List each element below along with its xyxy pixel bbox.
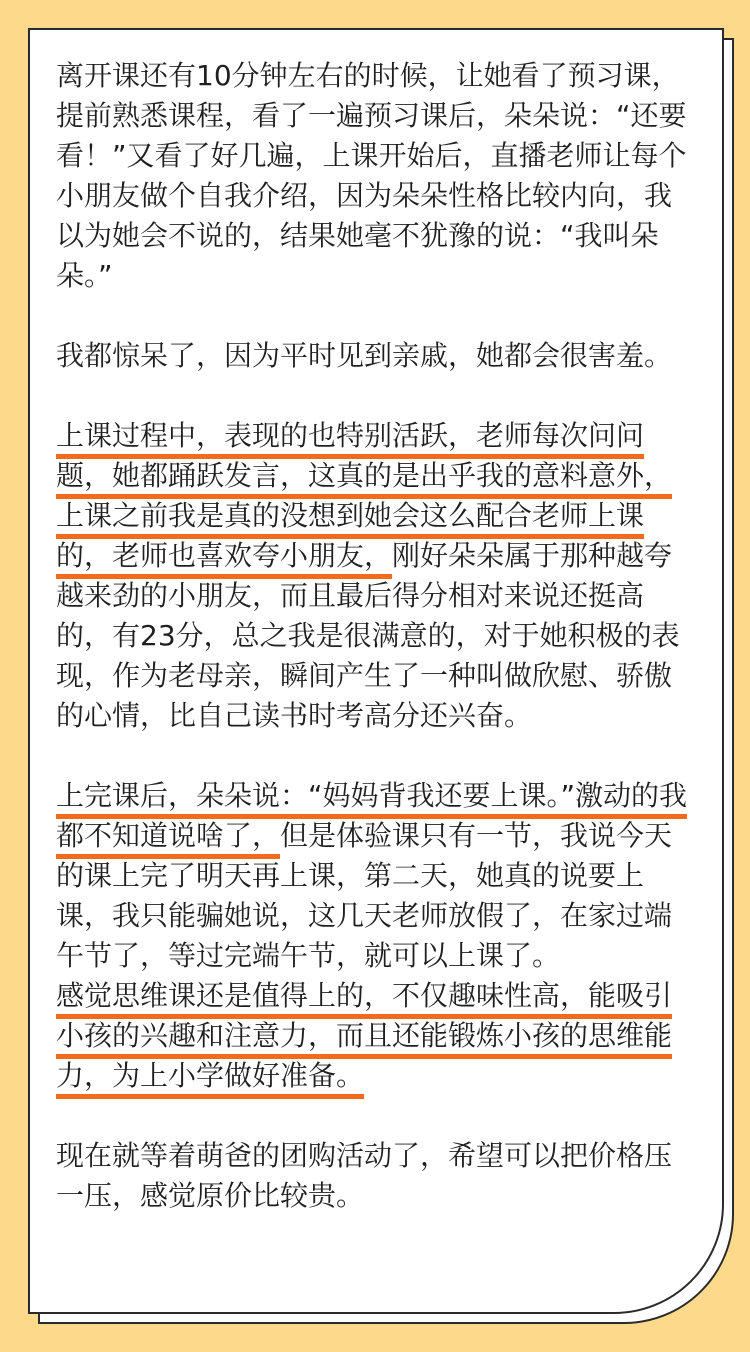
paragraph-after-class bbox=[56, 776, 696, 976]
highlighted-text: 上完课后，朵朵说：“妈妈背我还要上课。”激动的我都不知道说啥了， bbox=[56, 779, 688, 852]
paragraph-surprised: 我都惊呆了，因为平时见到亲戚，她都会很害羞。 bbox=[56, 339, 673, 372]
paragraph-gap bbox=[56, 736, 696, 776]
paragraph-preview-class: 离开课还有10分钟左右的时候，让她看了预习课，提前熟悉课程，看了一遍预习课后，朵朵说：“还要看！”又看了好几遍，上课开始后，直播老师让每个小朋友做个自我介绍，因为朵朵性格比较内向，我以为她会不说的，结果她毫不犹豫的说：“我叫朵朵。” bbox=[56, 59, 687, 292]
paragraph-text: 但是体验课只有一节，我说今天的课上完了明天再上课，第二天，她真的说要上课，我只能骗她说，这几天老师放假了，在家过端午节了，等过完端午节，就可以上课了。 bbox=[56, 819, 673, 972]
paragraph-gap bbox=[56, 376, 696, 416]
paragraph-gap bbox=[56, 296, 696, 336]
paragraph-text: 刚好朵朵属于那种越夸越来劲的小朋友，而且最后得分相对来说还挺高的，有23分，总之我是很满意的，对于她积极的表现，作为老母亲，瞬间产生了一种叫做欣慰、骄傲的心情，比自己读书时考高分还兴奋。 bbox=[56, 539, 680, 732]
highlighted-text: 感觉思维课还是值得上的，不仅趣味性高，能吸引小孩的兴趣和注意力，而且还能锻炼小孩的思维能力，为上小学做好准备。 bbox=[56, 979, 673, 1092]
paragraph-worth-it bbox=[56, 976, 696, 1096]
highlighted-text: 上课过程中，表现的也特别活跃，老师每次问问题，她都踊跃发言，这真的是出乎我的意料意外，上课之前我是真的没想到她会这么配合老师上课的，老师也喜欢夸小朋友， bbox=[56, 419, 673, 572]
paragraph-class-performance bbox=[56, 416, 696, 736]
article-body bbox=[56, 56, 696, 1216]
paragraph-gap bbox=[56, 1096, 696, 1136]
paragraph-group-buy: 现在就等着萌爸的团购活动了，希望可以把价格压一压，感觉原价比较贵。 bbox=[56, 1139, 673, 1212]
